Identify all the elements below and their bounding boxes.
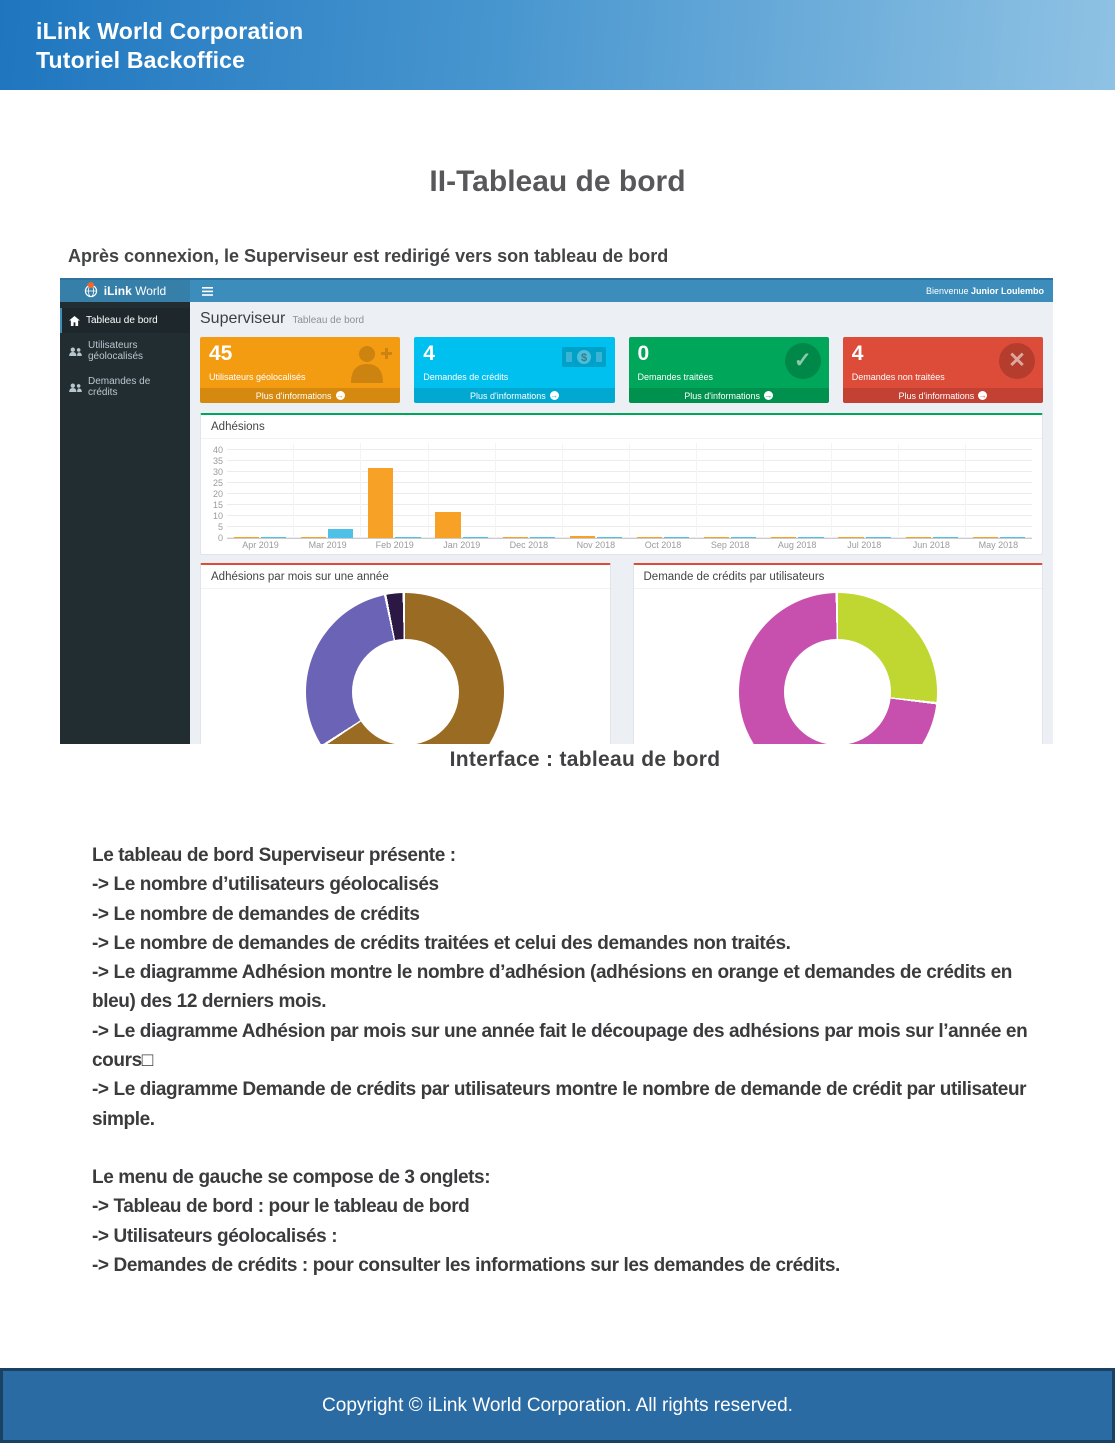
body-line: -> Le diagramme Demande de crédits par utilisateurs montre le nombre de demande de crédit par utilisateur simple.: [92, 1079, 1027, 1130]
x-tick-label: Apr 2019: [242, 540, 279, 550]
body-line: Le menu de gauche se compose de 3 onglets:: [92, 1166, 491, 1188]
body-line: -> Le nombre d’utilisateurs géolocalisés: [92, 874, 439, 896]
home-icon: [69, 316, 80, 326]
bar-adhesions: [301, 537, 326, 539]
body-line: -> Le diagramme Adhésion par mois sur une année fait le découpage des adhésions par mois sur l’année en cours□: [92, 1020, 1028, 1072]
donut-ring: [306, 593, 504, 744]
bar-group: [227, 443, 293, 538]
sidebar-item-demandes-de-credits[interactable]: [60, 369, 190, 405]
more-info-label: Plus d'informations: [684, 390, 760, 401]
banner-line-1: iLink World Corporation: [36, 18, 304, 44]
menu-toggle-icon[interactable]: [190, 280, 225, 302]
bar-adhesions: [771, 537, 796, 539]
content-heading-title: Superviseur: [200, 310, 286, 327]
body-line: -> Utilisateurs géolocalisés :: [92, 1225, 338, 1247]
sidebar-item-label: Tableau de bord: [86, 315, 158, 326]
body-line: -> Le nombre de demandes de crédits: [92, 903, 420, 925]
x-tick-label: May 2018: [978, 540, 1019, 550]
page-subtitle: Après connexion, le Superviseur est redirigé vers son tableau de bord: [68, 246, 669, 266]
more-info-link[interactable]: [200, 388, 400, 403]
bar-adhesions: [973, 537, 998, 539]
donut-hole: [784, 639, 891, 744]
stat-label: Demandes traitées: [637, 372, 714, 382]
navbar-main: [190, 280, 1053, 302]
dashboard-content: [190, 302, 1053, 744]
arrow-circle-icon: →: [978, 391, 987, 400]
stat-card-demandes-non-traitees: [843, 337, 1043, 403]
stat-value: 4: [851, 342, 864, 365]
sidebar-item-tableau-de-bord[interactable]: [60, 308, 190, 333]
bar-adhesions: [435, 512, 460, 538]
x-tick-label: Aug 2018: [777, 540, 817, 550]
bar-adhesions: [906, 537, 931, 539]
user-plus-icon: [350, 343, 392, 383]
stat-cards-row: [200, 337, 1043, 403]
stat-value: 45: [209, 342, 233, 365]
adhesions-chart-panel: [200, 413, 1043, 555]
body-line: -> Tableau de bord : pour le tableau de bord: [92, 1196, 470, 1218]
x-circle-icon: ✕: [999, 343, 1035, 379]
adhesions-par-mois-panel: [200, 563, 611, 744]
y-tick-label: 40: [212, 445, 223, 455]
bar-group: [965, 443, 1032, 538]
more-info-label: Plus d'informations: [898, 390, 975, 401]
banner-line-2: Tutoriel Backoffice: [36, 47, 246, 73]
body-line: -> Le nombre de demandes de crédits traitées et celui des demandes non traités.: [92, 932, 791, 954]
check-circle-icon: ✓: [785, 343, 821, 379]
bar-group: [763, 443, 830, 538]
sidebar-item-label: Utilisateurs géolocalisés: [88, 340, 144, 362]
bar-group: [562, 443, 629, 538]
x-tick-label: Jun 2018: [912, 540, 950, 550]
more-info-label: Plus d'informations: [469, 390, 546, 401]
brand-logo[interactable]: [60, 280, 190, 302]
stat-card-demandes-traitees: [629, 337, 829, 403]
donut-ring: [739, 593, 937, 744]
body-line: -> Demandes de crédits : pour consulter les informations sur les demandes de crédits.: [92, 1254, 840, 1276]
bar-demandes: [664, 537, 689, 539]
bar-group: [696, 443, 763, 538]
copyright-text: Copyright © iLink World Corporation. All rights reserved.: [322, 1394, 793, 1416]
bar-demandes: [395, 537, 420, 539]
bar-adhesions: [570, 536, 595, 538]
body-line: Le tableau de bord Superviseur présente :: [92, 845, 456, 866]
y-tick-label: 35: [212, 456, 223, 466]
stat-card-demandes-de-credits: [414, 337, 614, 403]
screenshot-caption: Interface : tableau de bord: [449, 748, 721, 771]
stat-value: 0: [637, 342, 650, 365]
bar-demandes: [731, 537, 756, 539]
money-icon: [561, 343, 607, 371]
sidebar: [60, 302, 190, 744]
bar-group: [898, 443, 965, 538]
body-line: -> Le diagramme Adhésion montre le nombre d’adhésion (adhésions en orange et demandes de crédits en bleu) des 12 derniers mois.: [92, 962, 1012, 1013]
x-tick-label: Dec 2018: [509, 540, 549, 550]
bar-group: [831, 443, 898, 538]
x-tick-label: Mar 2019: [308, 540, 347, 550]
y-axis: [205, 443, 227, 552]
y-tick-label: 0: [217, 533, 223, 543]
x-tick-label: Nov 2018: [576, 540, 616, 550]
bar-chart: [201, 439, 1042, 554]
content-heading: [200, 310, 1043, 328]
arrow-circle-icon: →: [764, 391, 773, 400]
document-header-banner: [0, 0, 1115, 90]
dashboard-navbar: [60, 280, 1053, 302]
y-tick-label: 15: [212, 500, 223, 510]
bar-group: [360, 443, 427, 538]
bar-demandes: [933, 537, 958, 539]
y-tick-label: 30: [212, 467, 223, 477]
bar-demandes: [530, 537, 555, 539]
content-heading-subtitle: Tableau de bord: [292, 315, 365, 326]
bar-adhesions: [234, 537, 259, 539]
svg-text:$: $: [580, 352, 587, 364]
bar-demandes: [798, 537, 823, 539]
y-tick-label: 25: [212, 478, 223, 488]
bar-adhesions: [368, 468, 393, 538]
page-title: II-Tableau de bord: [429, 165, 686, 198]
bar-demandes: [866, 537, 891, 539]
x-tick-label: Jul 2018: [847, 540, 882, 550]
donut-hole: [352, 639, 459, 744]
sidebar-item-utilisateurs-geolocalises[interactable]: [60, 333, 190, 369]
more-info-label: Plus d'informations: [255, 390, 332, 401]
arrow-circle-icon: →: [336, 391, 344, 400]
chart-panel-title: Demande de crédits par utilisateurs: [634, 565, 1043, 589]
bar-adhesions: [838, 537, 863, 539]
stat-label: Demandes non traitées: [851, 372, 945, 382]
donut-chart: [201, 589, 610, 744]
bar-demandes: [261, 537, 286, 539]
more-info-link[interactable]: [414, 388, 614, 403]
users-icon: [69, 347, 82, 356]
bar-adhesions: [637, 537, 662, 539]
more-info-link[interactable]: [629, 388, 829, 403]
bar-group: [428, 443, 495, 538]
donut-panels-row: [200, 563, 1043, 744]
welcome-message[interactable]: Bienvenue Junior Loulembo: [925, 286, 1044, 296]
bar-group: [495, 443, 562, 538]
stat-card-utilisateurs-geolocalises: [200, 337, 400, 403]
more-info-link[interactable]: [843, 388, 1043, 403]
x-axis: [227, 540, 1032, 552]
bar-adhesions: [503, 537, 528, 539]
donut-chart: [634, 589, 1043, 744]
demande-credits-panel: [633, 563, 1044, 744]
users-icon: [69, 383, 82, 392]
chart-panel-title: Adhésions par mois sur une année: [201, 565, 610, 589]
x-tick-label: Oct 2018: [644, 540, 682, 550]
sidebar-item-label: Demandes de crédits: [88, 376, 151, 398]
x-tick-label: Sep 2018: [710, 540, 750, 550]
bar-chart-plot: [227, 443, 1032, 552]
bar-adhesions: [704, 537, 729, 539]
y-tick-label: 10: [212, 511, 223, 521]
bar-group: [293, 443, 360, 538]
x-tick-label: Feb 2019: [375, 540, 414, 550]
brand-name: iLink World: [103, 284, 167, 298]
document-footer: [0, 1368, 1115, 1443]
stat-value: 4: [423, 342, 435, 365]
bar-demandes: [328, 529, 353, 538]
bar-demandes: [597, 537, 622, 539]
stat-label: Demandes de crédits: [423, 372, 509, 382]
body-text: [92, 841, 1037, 1280]
dashboard-screenshot: [60, 278, 1053, 744]
arrow-circle-icon: →: [550, 391, 559, 400]
bar-group: [629, 443, 696, 538]
bar-demandes: [1000, 537, 1025, 539]
chart-panel-title: Adhésions: [201, 415, 1042, 439]
bar-demandes: [463, 537, 488, 539]
y-tick-label: 5: [217, 522, 223, 532]
stat-label: Utilisateurs géolocalisés: [209, 372, 306, 382]
y-tick-label: 20: [212, 489, 223, 499]
x-tick-label: Jan 2019: [443, 540, 481, 550]
blank-line: [92, 1134, 1037, 1163]
